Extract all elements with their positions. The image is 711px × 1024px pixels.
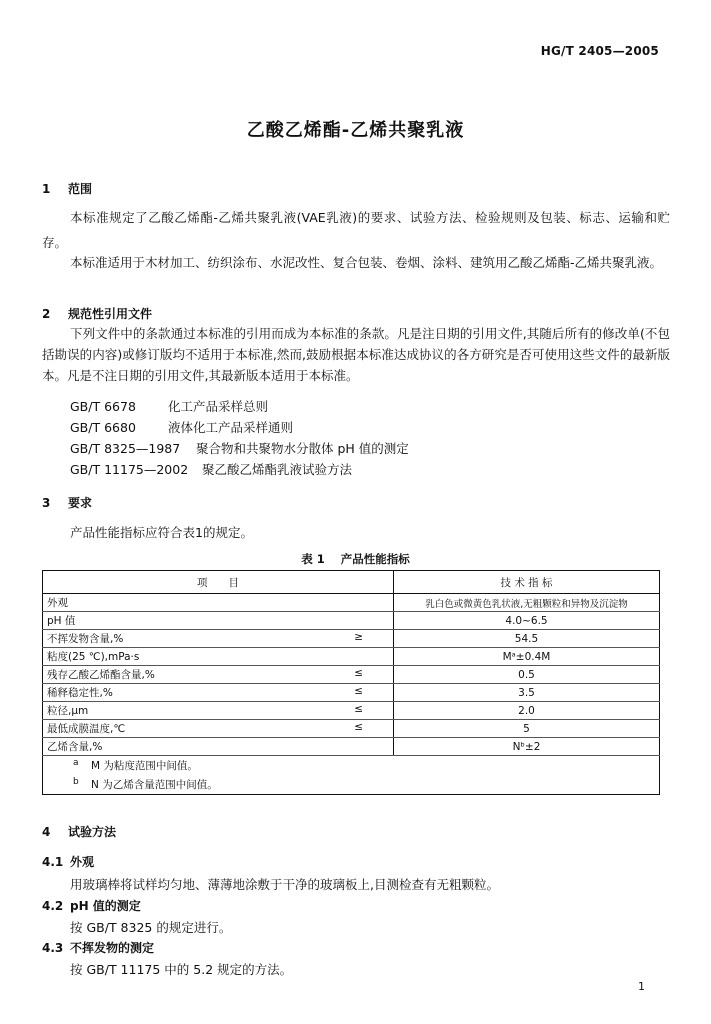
- table-row: [43, 738, 660, 756]
- subsection-title: pH 值的测定: [70, 899, 141, 913]
- row-item-label: 粒径,μm: [47, 705, 89, 717]
- reference-title: 聚合物和共聚物水分散体 pH 值的测定: [196, 441, 409, 456]
- performance-table: [42, 570, 660, 795]
- footnote-text: M 为粘度范围中间值。: [91, 760, 198, 772]
- subsection-number: 4.2: [42, 899, 64, 913]
- table-row: [43, 648, 660, 666]
- section-number: 1: [42, 182, 51, 196]
- footnote-cell: [43, 756, 660, 776]
- row-item: [43, 630, 394, 648]
- row-value: Mᵃ±0.4M: [394, 648, 660, 666]
- row-item-label: 最低成膜温度,℃: [47, 723, 126, 735]
- reference-item: [70, 397, 268, 417]
- reference-code: GB/T 8325—1987: [70, 441, 181, 456]
- reference-title: 液体化工产品采样通则: [168, 420, 294, 435]
- section-1-heading: [42, 180, 92, 197]
- row-item-label: 乙烯含量,%: [47, 741, 103, 753]
- standard-number: HG/T 2405—2005: [540, 44, 659, 58]
- table-row: [43, 666, 660, 684]
- table-footnote: [43, 775, 660, 795]
- row-item-label: 外观: [47, 597, 68, 609]
- section-number: 3: [42, 496, 51, 510]
- table-row: [43, 702, 660, 720]
- section-title: 范围: [68, 182, 93, 196]
- reference-title: 化工产品采样总则: [168, 399, 269, 414]
- row-value: 54.5: [394, 630, 660, 648]
- table-row: [43, 612, 660, 630]
- section-1-paragraph-2: 本标准适用于木材加工、纺织涂布、水泥改性、复合包装、卷烟、涂料、建筑用乙酸乙烯酯-乙烯共聚乳液。: [70, 255, 663, 270]
- row-item: [43, 666, 394, 684]
- subsection-number: 4.1: [42, 855, 64, 869]
- table-caption-text: 产品性能指标: [340, 552, 410, 566]
- row-operator: ≤: [354, 721, 363, 733]
- table-footnote: [43, 756, 660, 776]
- row-item-label: 粘度(25 ℃),mPa·s: [47, 651, 140, 663]
- section-2-heading: [42, 305, 152, 322]
- footnote-mark: a: [73, 758, 79, 768]
- row-item: [43, 702, 394, 720]
- subsection-number: 4.3: [42, 941, 64, 955]
- section-title: 试验方法: [68, 825, 117, 839]
- subsection-title: 不挥发物的测定: [70, 941, 155, 955]
- table-row: [43, 720, 660, 738]
- row-item-label: 残存乙酸乙烯酯含量,%: [47, 669, 155, 681]
- section-title: 规范性引用文件: [68, 307, 153, 321]
- header-value: 技 术 指 标: [394, 571, 660, 594]
- subsection-text: 用玻璃棒将试样均匀地、薄薄地涂敷于干净的玻璃板上,目测检查有无粗颗粒。: [70, 877, 499, 892]
- subsection-text: 按 GB/T 11175 中的 5.2 规定的方法。: [70, 962, 293, 977]
- subsection-text: 按 GB/T 8325 的规定进行。: [70, 920, 232, 935]
- table-row: [43, 630, 660, 648]
- reference-title: 聚乙酸乙烯酯乳液试验方法: [202, 462, 353, 477]
- row-value: 5: [394, 720, 660, 738]
- reference-item: [70, 418, 293, 438]
- row-value: 3.5: [394, 684, 660, 702]
- section-number: 2: [42, 307, 51, 321]
- table-row: [43, 684, 660, 702]
- row-item: [43, 594, 394, 612]
- section-3-paragraph: 产品性能指标应符合表1的规定。: [70, 525, 253, 540]
- footnote-mark: b: [73, 777, 79, 787]
- document-title: 乙酸乙烯酯-乙烯共聚乳液: [246, 120, 465, 141]
- subsection-heading: [42, 853, 94, 870]
- section-number: 4: [42, 825, 51, 839]
- table-caption: [0, 551, 711, 567]
- row-operator: ≥: [354, 631, 363, 643]
- row-value: 2.0: [394, 702, 660, 720]
- row-operator: ≤: [354, 667, 363, 679]
- section-title: 要求: [68, 496, 93, 510]
- subsection-heading: [42, 939, 154, 956]
- subsection-title: 外观: [70, 855, 95, 869]
- row-operator: ≤: [354, 685, 363, 697]
- page-number: 1: [638, 980, 645, 993]
- row-operator: ≤: [354, 703, 363, 715]
- table-header-row: [43, 571, 660, 594]
- row-value: 乳白色或微黄色乳状液,无粗颗粒和异物及沉淀物: [394, 594, 660, 612]
- reference-code: GB/T 11175—2002: [70, 462, 189, 477]
- row-item: [43, 648, 394, 666]
- row-value: Nᵇ±2: [394, 738, 660, 756]
- section-1-paragraph-1: 本标准规定了乙酸乙烯酯-乙烯共聚乳液(VAE乳液)的要求、试验方法、检验规则及包装、标志、运输和贮存。: [42, 210, 670, 250]
- section-4-heading: [42, 823, 116, 840]
- row-item: [43, 684, 394, 702]
- row-item-label: 稀释稳定性,%: [47, 687, 113, 699]
- row-item: [43, 738, 394, 756]
- reference-code: GB/T 6678: [70, 399, 136, 414]
- reference-item: [70, 460, 352, 480]
- row-value: 0.5: [394, 666, 660, 684]
- row-item-label: 不挥发物含量,%: [47, 633, 124, 645]
- section-3-heading: [42, 494, 92, 511]
- row-item: [43, 720, 394, 738]
- footnote-cell: [43, 775, 660, 795]
- footnote-text: N 为乙烯含量范围中间值。: [91, 779, 218, 791]
- subsection-heading: [42, 897, 141, 914]
- table-row: [43, 594, 660, 612]
- header-item: 项 目: [43, 571, 394, 594]
- table-label: 表 1: [301, 552, 325, 566]
- row-item-label: pH 值: [47, 615, 76, 627]
- row-value: 4.0~6.5: [394, 612, 660, 630]
- reference-item: [70, 439, 409, 459]
- row-item: [43, 612, 394, 630]
- section-2-paragraph: 下列文件中的条款通过本标准的引用而成为本标准的条款。凡是注日期的引用文件,其随后所有的修改单(不包括勘误的内容)或修订版均不适用于本标准,然而,鼓励根据本标准达成协议的各方研究是否可使用这些文件的最新版本。凡是不注日期的引用文件,其最新版本适用于本标准。: [42, 326, 670, 383]
- reference-code: GB/T 6680: [70, 420, 136, 435]
